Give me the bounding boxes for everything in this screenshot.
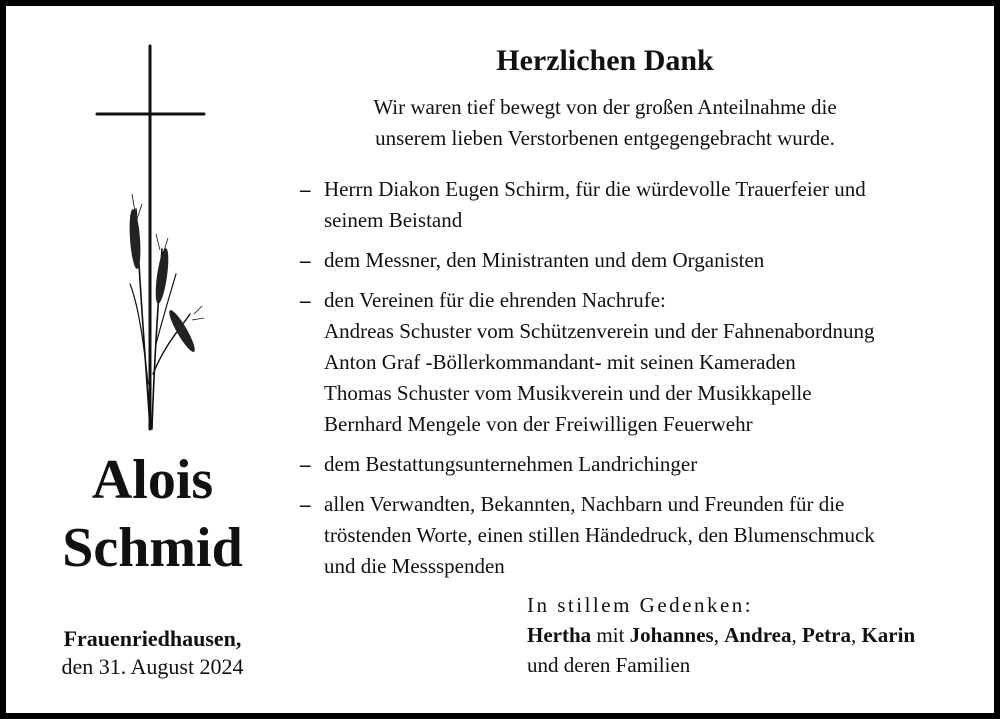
- separator: ,: [850, 623, 862, 647]
- deceased-last-name: Schmid: [62, 517, 243, 579]
- thanks-line: allen Verwandten, Bekannten, Nachbarn und Freunden für die: [324, 492, 845, 516]
- in-memory-line: In stillem Gedenken:: [527, 593, 754, 617]
- mourner-name: Johannes: [629, 623, 714, 647]
- intro-text: [340, 92, 870, 154]
- mourners-line: [527, 620, 987, 650]
- thanks-line: dem Messner, den Ministranten und dem Organisten: [324, 248, 765, 272]
- separator: ,: [713, 623, 725, 647]
- place: Frauenriedhausen,: [63, 626, 242, 651]
- thanks-item: [300, 489, 960, 582]
- dash-bullet: –: [300, 248, 311, 272]
- intro-line: Wir waren tief bewegt von der großen Anteilnahme die: [373, 95, 837, 119]
- thanks-line: dem Bestattungsunternehmen Landrichinger: [324, 452, 698, 476]
- thanks-line: tröstenden Worte, einen stillen Händedruck, den Blumenschmuck: [324, 523, 875, 547]
- dash-bullet: –: [300, 452, 311, 476]
- thanks-line: seinem Beistand: [324, 208, 463, 232]
- thanks-item: [300, 449, 960, 480]
- thanks-line: Andreas Schuster vom Schützenverein und der Fahnenabordnung: [324, 319, 875, 343]
- thanks-line: Anton Graf -Böllerkommandant- mit seinen Kameraden: [324, 350, 796, 374]
- thanks-line: Bernhard Mengele von der Freiwilligen Feuerwehr: [324, 412, 753, 436]
- families-line: und deren Familien: [527, 653, 691, 677]
- thanks-line: Thomas Schuster vom Musikverein und der Musikkapelle: [324, 381, 812, 405]
- thanks-line: Herrn Diakon Eugen Schirm, für die würdevolle Trauerfeier und: [324, 177, 866, 201]
- dash-bullet: –: [300, 177, 311, 201]
- connector-text: mit: [591, 623, 630, 647]
- mourner-name: Hertha: [527, 623, 592, 647]
- intro-line: unserem lieben Verstorbenen entgegengebracht wurde.: [375, 126, 835, 150]
- dash-bullet: –: [300, 492, 311, 516]
- thanks-item: [300, 245, 960, 276]
- mourner-name: Andrea: [724, 623, 792, 647]
- thanks-item: [300, 285, 960, 440]
- date: den 31. August 2024: [61, 654, 244, 679]
- thanks-item: [300, 174, 960, 236]
- closing-block: [527, 590, 987, 680]
- mourner-name: Petra: [802, 623, 851, 647]
- deceased-first-name: Alois: [91, 449, 214, 511]
- notice-title: Herzlichen Dank: [496, 44, 714, 77]
- thanks-line: und die Messspenden: [324, 554, 505, 578]
- cross-with-wheat-icon: [90, 44, 210, 434]
- thanks-list: [300, 174, 960, 591]
- mourner-name: Karin: [861, 623, 916, 647]
- dash-bullet: –: [300, 288, 311, 312]
- thanks-line: den Vereinen für die ehrenden Nachrufe:: [324, 288, 666, 312]
- separator: ,: [791, 623, 802, 647]
